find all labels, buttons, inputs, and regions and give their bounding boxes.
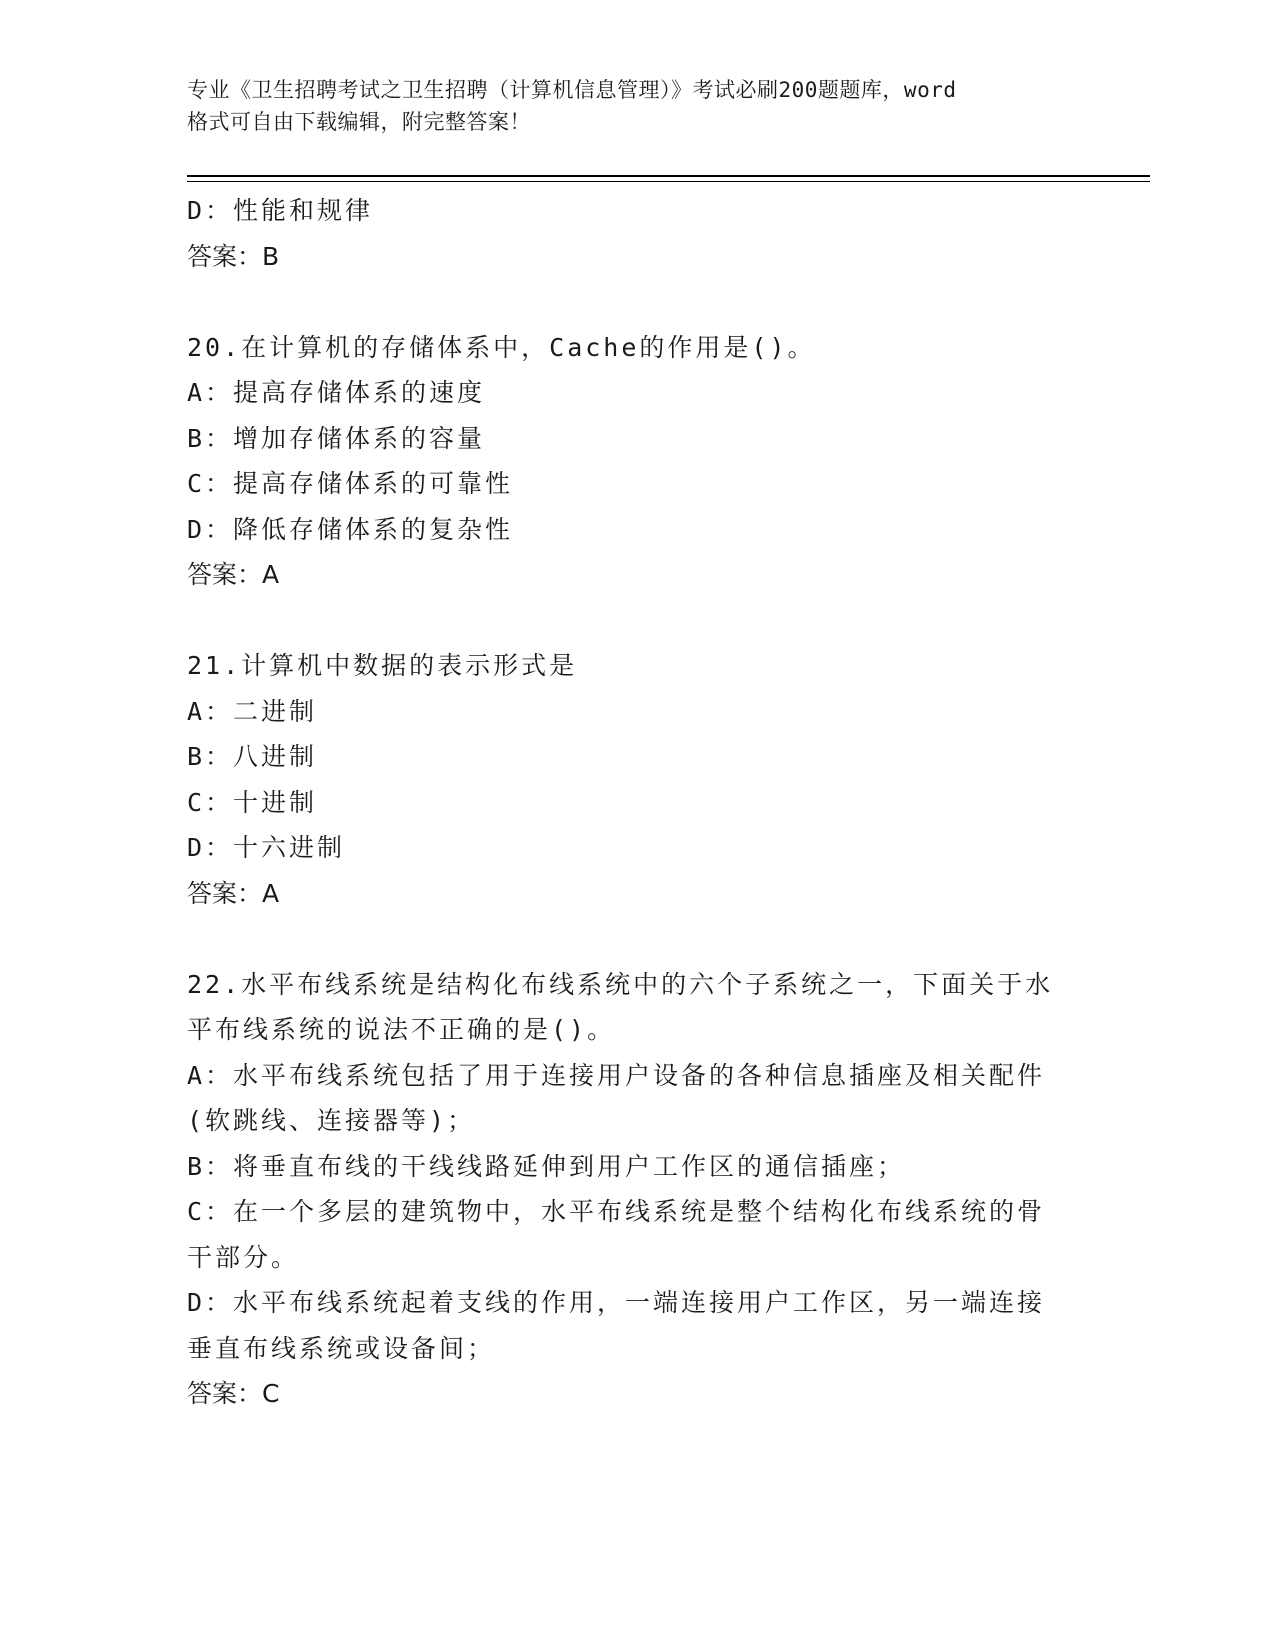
option-c: C：十进制 (187, 787, 318, 817)
option-a-line-2: (软跳线、连接器等)； (187, 1106, 476, 1135)
answer-line: 答案：A (187, 878, 280, 908)
answer-line: 答案：A (187, 560, 280, 589)
option-d-line-2: 垂直布线系统或设备间； (187, 1333, 496, 1363)
option-d-line-1: D：水平布线系统起着支线的作用，一端连接用户工作区，另一端连接 (187, 1288, 1046, 1317)
header-line-1: 专业《卫生招聘考试之卫生招聘（计算机信息管理）》考试必刷200题题库，word (187, 78, 957, 102)
question-stem: 21.计算机中数据的表示形式是 (187, 651, 578, 680)
question-21 (187, 643, 1087, 916)
answer-line: 答案：C (187, 1379, 280, 1408)
option-b: B：增加存储体系的容量 (187, 423, 486, 453)
option-b: B：将垂直布线的干线线路延伸到用户工作区的通信插座； (187, 1151, 906, 1181)
question-stem: 20.在计算机的存储体系中，Cache的作用是()。 (187, 332, 816, 362)
question-list (187, 188, 1087, 1417)
option-c: C：提高存储体系的可靠性 (187, 469, 514, 498)
question-spacer (187, 598, 1087, 644)
header-divider-thick (187, 175, 1150, 177)
option-b: B：八进制 (187, 742, 318, 771)
header-line-2: 格式可自由下载编辑，附完整答案！ (187, 110, 531, 134)
question-spacer (187, 279, 1087, 325)
option-d: D：十六进制 (187, 833, 346, 862)
question-spacer (187, 916, 1087, 962)
previous-question-tail (187, 188, 1087, 279)
question-stem-line-1: 22.水平布线系统是结构化布线系统中的六个子系统之一，下面关于水 (187, 969, 1054, 999)
answer-line: 答案：B (187, 241, 280, 271)
option-a-line-1: A：水平布线系统包括了用于连接用户设备的各种信息插座及相关配件 (187, 1060, 1046, 1090)
option-d: D：性能和规律 (187, 196, 374, 225)
question-stem-line-2: 平布线系统的说法不正确的是()。 (187, 1015, 616, 1044)
page-header (187, 74, 1087, 138)
option-a: A：提高存储体系的速度 (187, 378, 486, 407)
option-a: A：二进制 (187, 696, 318, 726)
option-c-line-1: C：在一个多层的建筑物中，水平布线系统是整个结构化布线系统的骨 (187, 1197, 1046, 1226)
header-divider-thin (187, 181, 1150, 182)
option-d: D：降低存储体系的复杂性 (187, 514, 514, 544)
question-22 (187, 962, 1087, 1417)
question-20 (187, 325, 1087, 598)
option-c-line-2: 干部分。 (187, 1242, 300, 1272)
